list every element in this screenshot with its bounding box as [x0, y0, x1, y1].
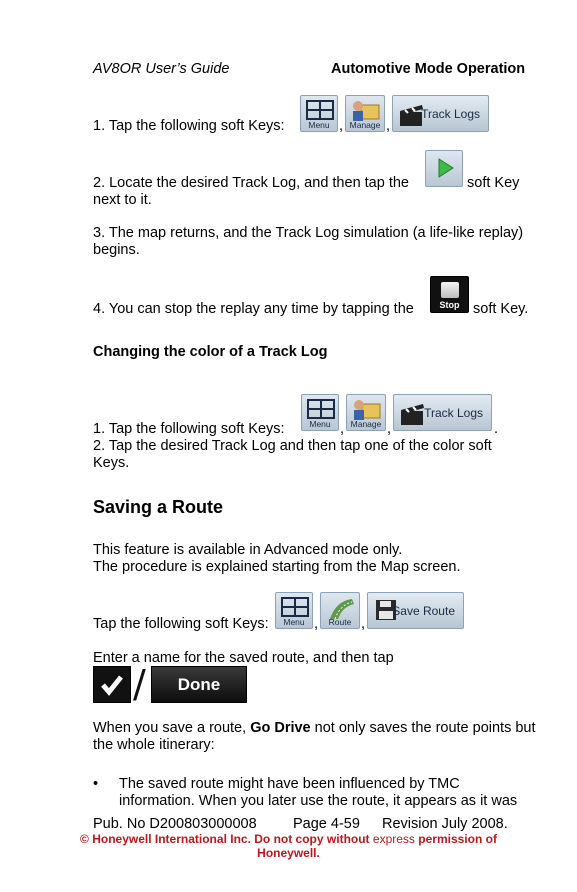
stop-square-icon: [441, 282, 459, 298]
checkmark-icon: [94, 667, 130, 702]
menu-softkey-label: Menu: [283, 617, 305, 627]
save-route-softkey: [367, 592, 464, 629]
manage-softkey-label: Manage: [349, 120, 381, 130]
slash-separator: /: [133, 662, 146, 706]
menu-softkey-label: Menu: [309, 419, 331, 429]
manage-softkey: [345, 95, 385, 132]
comma: ,: [314, 616, 319, 632]
saving-tap-text: Tap the following soft Keys:: [93, 616, 269, 632]
step-4-text-b: soft Key.: [473, 301, 529, 317]
menu-softkey: [300, 95, 338, 132]
header-section-title: Automotive Mode Operation: [331, 61, 526, 77]
track-logs-softkey-label: Track Logs: [421, 106, 480, 121]
saving-route-heading: Saving a Route: [93, 497, 224, 517]
go-drive-text-a: When you save a route,: [93, 720, 247, 736]
step-2-text-b: soft Key: [467, 175, 520, 191]
bullet-text-b: information. When you later use the route, it appears as it was: [119, 793, 518, 809]
step-3-text-b: begins.: [93, 242, 140, 258]
play-icon: [426, 151, 462, 186]
footer-page: Page 4-59: [293, 816, 360, 832]
footer-pub-number: Pub. No D200803000008: [93, 816, 257, 832]
track-logs-softkey-label: Track Logs: [424, 405, 483, 420]
saving-p1: This feature is available in Advanced mode only.: [93, 542, 403, 558]
comma: ,: [387, 421, 392, 437]
menu-grid-icon: [303, 397, 339, 421]
route-softkey: [320, 592, 360, 629]
enter-name-text: Enter a name for the saved route, and then tap: [93, 650, 394, 666]
footer-copyright: [0, 832, 577, 860]
track-logs-softkey: [393, 394, 492, 431]
comma: ,: [386, 118, 391, 134]
go-drive-text-b: not only saves the route points but: [314, 720, 536, 736]
comma: ,: [340, 421, 345, 437]
bullet-dot: •: [93, 776, 99, 792]
header-guide-title: AV8OR User’s Guide: [93, 61, 230, 77]
step-2-text: 2. Locate the desired Track Log, and then tap the: [93, 175, 409, 191]
stop-softkey-label: Stop: [439, 300, 460, 310]
footer-copyright-a: © Honeywell International Inc. Do not copy without: [80, 832, 370, 846]
bullet-text-a: The saved route might have been influenced by TMC: [119, 776, 460, 792]
go-drive-paragraph: [93, 720, 536, 736]
menu-softkey-label: Menu: [308, 120, 330, 130]
track-logs-softkey: [392, 95, 489, 132]
period: .: [494, 421, 499, 437]
color-step-2-text: 2. Tap the desired Track Log and then tap one of the color soft: [93, 438, 492, 454]
step-4-text: 4. You can stop the replay any time by tapping the: [93, 301, 414, 317]
footer-revision: Revision July 2008.: [382, 816, 508, 832]
menu-softkey: [301, 394, 339, 431]
step-2-text-c: next to it.: [93, 192, 152, 208]
menu-grid-icon: [302, 98, 338, 122]
go-drive-text-c: the whole itinerary:: [93, 737, 215, 753]
save-route-softkey-label: Save Route: [392, 603, 455, 618]
footer-copyright-b: permission of: [418, 832, 497, 846]
step-1-text: 1. Tap the following soft Keys:: [93, 118, 285, 134]
color-section-heading: Changing the color of a Track Log: [93, 344, 328, 360]
play-softkey: [425, 150, 463, 187]
done-button: Done: [151, 666, 247, 703]
menu-grid-icon: [277, 595, 313, 619]
step-3-text: 3. The map returns, and the Track Log simulation (a life-like replay): [93, 225, 524, 241]
manage-softkey: [346, 394, 386, 431]
comma: ,: [361, 616, 366, 632]
color-step-1-text: 1. Tap the following soft Keys:: [93, 421, 285, 437]
menu-softkey: [275, 592, 313, 629]
manage-softkey-label: Manage: [350, 419, 382, 429]
footer-copyright-express: express: [372, 832, 415, 846]
route-softkey-label: Route: [328, 617, 352, 627]
go-drive-brand: Go Drive: [250, 720, 311, 736]
checkmark-button: [93, 666, 131, 703]
color-step-2-text-b: Keys.: [93, 455, 130, 471]
stop-softkey: [430, 276, 469, 313]
comma: ,: [339, 118, 344, 134]
footer-copyright-c: Honeywell.: [257, 846, 320, 860]
saving-p2: The procedure is explained starting from the Map screen.: [93, 559, 461, 575]
